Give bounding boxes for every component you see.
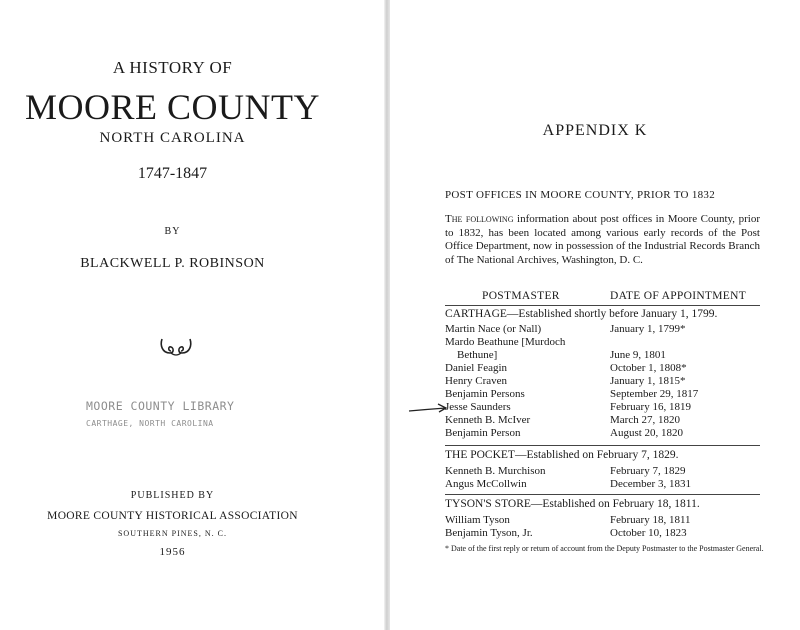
appointment-date: August 20, 1820 (610, 427, 684, 439)
table-row (445, 527, 765, 540)
footnote: * Date of the first reply or return of account from the Deputy Postmaster to the Postmaster General. (445, 544, 764, 553)
publisher-name: MOORE COUNTY HISTORICAL ASSOCIATION (47, 510, 298, 522)
author-name: BLACKWELL P. ROBINSON (80, 256, 265, 271)
postmaster-name: Angus McCollwin (445, 478, 527, 490)
appointment-date: October 10, 1823 (610, 527, 687, 539)
section-heading-tysons-store: TYSON'S STORE—Established on February 18, 1811. (445, 498, 700, 510)
table-row (445, 323, 765, 336)
appointment-date: January 1, 1815* (610, 375, 686, 387)
publisher-place: SOUTHERN PINES, N. C. (117, 529, 227, 538)
postmaster-name: William Tyson (445, 514, 510, 526)
table-row (445, 427, 765, 440)
table-row (445, 388, 765, 401)
table-row (445, 478, 765, 491)
handwritten-arrow-icon (408, 402, 448, 416)
column-header-postmaster: POSTMASTER (482, 290, 560, 302)
table-row (445, 401, 765, 414)
header-rule (445, 305, 760, 306)
postmaster-name: Jesse Saunders (445, 401, 511, 413)
column-header-date: DATE OF APPOINTMENT (610, 290, 747, 302)
appendix-page (390, 0, 800, 630)
ornament-icon (158, 333, 194, 359)
appointment-date: October 1, 1808* (610, 362, 687, 374)
title-page (0, 0, 385, 630)
postmaster-name: Benjamin Person (445, 427, 521, 439)
book-state: NORTH CAROLINA (99, 130, 246, 146)
library-stamp (86, 399, 236, 428)
intro-paragraph (445, 213, 760, 267)
postmaster-name: Mardo Beathune [Murdoch (445, 336, 566, 348)
postmaster-name: Martin Nace (or Nall) (445, 323, 542, 335)
table-row (445, 465, 765, 478)
postmaster-name: Bethune] (457, 349, 498, 361)
appointment-date: June 9, 1801 (610, 349, 666, 361)
appointment-date: January 1, 1799* (610, 323, 686, 335)
book-subtitle: A HISTORY OF (112, 58, 233, 77)
published-by-label: PUBLISHED BY (130, 490, 215, 501)
by-label: BY (164, 226, 181, 237)
appointment-date: February 18, 1811 (610, 514, 691, 526)
section-heading-carthage: CARTHAGE—Established shortly before January 1, 1799. (445, 308, 718, 320)
appendix-title: APPENDIX K (542, 122, 648, 139)
postmaster-name: Benjamin Persons (445, 388, 525, 400)
postmaster-name: Benjamin Tyson, Jr. (445, 527, 533, 539)
section-heading-the-pocket: THE POCKET—Established on February 7, 1829. (445, 449, 679, 461)
section-rule (445, 494, 760, 495)
book-years: 1747-1847 (137, 165, 208, 182)
appointment-date: September 29, 1817 (610, 388, 699, 400)
intro-rest: information about post offices in Moore County, prior to 1832, has been located among various early records of the Post Office Department, now in possession of the Industrial Records Branch of The National Archives, Washington, D. C. (445, 213, 760, 266)
postmaster-name: Henry Craven (445, 375, 508, 387)
appendix-heading: POST OFFICES IN MOORE COUNTY, PRIOR TO 1832 (445, 189, 716, 201)
section-rule (445, 445, 760, 446)
appointment-date: February 7, 1829 (610, 465, 686, 477)
table-row (445, 349, 765, 362)
publication-year: 1956 (159, 546, 186, 558)
table-row (445, 336, 765, 349)
appointment-date: December 3, 1831 (610, 478, 691, 490)
postmaster-name: Daniel Feagin (445, 362, 508, 374)
intro-lead: The following (445, 213, 514, 225)
table-row (445, 362, 765, 375)
book-title: MOORE COUNTY (24, 87, 320, 127)
stamp-line-2: CARTHAGE, NORTH CAROLINA (86, 419, 214, 428)
stamp-line-1: MOORE COUNTY LIBRARY (86, 399, 235, 413)
table-row (445, 414, 765, 427)
table-row (445, 514, 765, 527)
table-row (445, 375, 765, 388)
postmaster-name: Kenneth B. Murchison (445, 465, 546, 477)
appointment-date: March 27, 1820 (610, 414, 680, 426)
appointment-date: February 16, 1819 (610, 401, 691, 413)
postmaster-name: Kenneth B. McIver (445, 414, 531, 426)
